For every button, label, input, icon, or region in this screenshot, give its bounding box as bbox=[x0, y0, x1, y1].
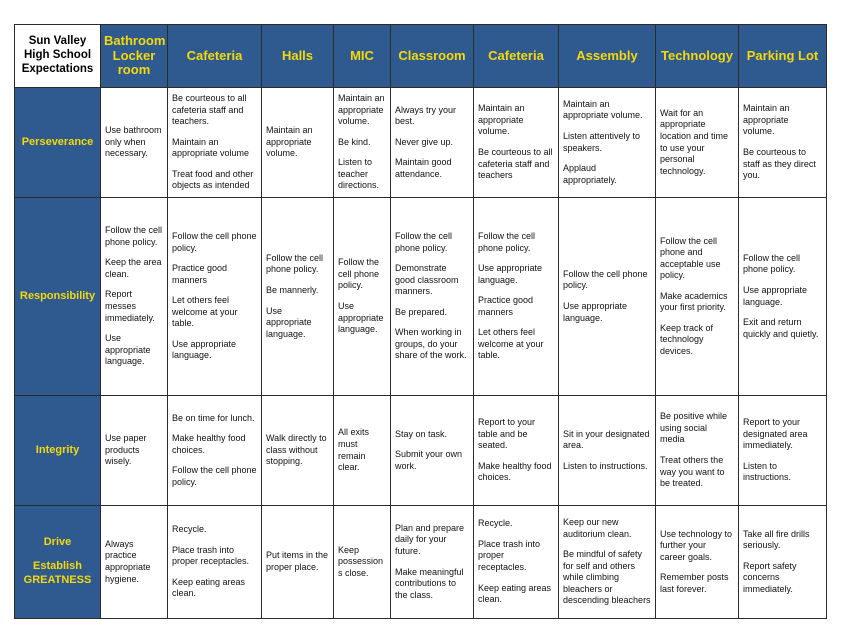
table-cell bbox=[334, 198, 391, 396]
column-header bbox=[656, 25, 739, 88]
table-cell bbox=[168, 88, 262, 198]
column-header-text: Bathroom bbox=[104, 32, 166, 48]
column-header bbox=[474, 25, 559, 88]
table-body bbox=[15, 88, 827, 619]
expectation-item: Be prepared. bbox=[395, 306, 448, 317]
title-line-3: Expectations bbox=[21, 62, 94, 75]
expectation-item: Make healthy food choices. bbox=[172, 433, 246, 455]
table-row bbox=[15, 396, 827, 506]
table-cell bbox=[168, 506, 262, 619]
expectation-item: Never give up. bbox=[395, 136, 454, 147]
expectation-item: Applaud appropriately. bbox=[563, 163, 617, 185]
expectation-item: Remember posts last forever. bbox=[660, 572, 729, 594]
expectation-item: Keep track of technology devices. bbox=[660, 322, 714, 356]
expectation-item: Use bathroom only when necessary. bbox=[105, 125, 162, 159]
expectation-item: Be courteous to staff as they direct you. bbox=[743, 147, 816, 181]
table-cell bbox=[739, 198, 827, 396]
expectation-item: Follow the cell phone policy. bbox=[338, 257, 380, 291]
expectation-item: Make meaningful contributions to the class. bbox=[395, 566, 464, 600]
expectation-item: Place trash into proper receptacles. bbox=[478, 538, 541, 572]
expectation-item: Follow the cell phone and acceptable use policy. bbox=[660, 235, 721, 281]
expectation-item: Wait for an appropriate location and time to use your personal technology. bbox=[660, 107, 729, 176]
expectation-item: When working in groups, do your share of the work. bbox=[395, 327, 467, 361]
expectation-item: Be positive while using social media bbox=[660, 411, 728, 445]
table-row bbox=[15, 506, 827, 619]
table-row bbox=[15, 88, 827, 198]
expectation-item: Follow the cell phone policy. bbox=[105, 225, 163, 247]
expectation-item: Keep eating areas clean. bbox=[172, 576, 246, 599]
expectation-item: Listen to instructions. bbox=[563, 460, 648, 471]
expectation-item: Put items in the proper place. bbox=[266, 550, 329, 572]
table-cell bbox=[559, 88, 656, 198]
table-cell bbox=[559, 198, 656, 396]
column-header bbox=[334, 25, 391, 88]
row-header-text: Drive bbox=[43, 536, 72, 549]
expectation-item: Sit in your designated area. bbox=[563, 428, 650, 451]
row-header bbox=[15, 506, 101, 619]
row-header-text: Perseverance bbox=[21, 135, 94, 148]
expectation-item: Follow the cell phone policy. bbox=[266, 252, 324, 275]
column-header bbox=[391, 25, 474, 88]
column-header bbox=[168, 25, 262, 88]
expectation-item: Place trash into proper receptacles. bbox=[172, 544, 250, 567]
expectation-item: Use appropriate language. bbox=[478, 263, 543, 285]
expectation-item: Be mindful of safety for self and others while climbing bleachers or descending bleachers bbox=[563, 549, 651, 606]
table-row bbox=[15, 198, 827, 396]
expectation-item: Use appropriate language. bbox=[172, 338, 237, 361]
column-header-text: room bbox=[117, 62, 151, 78]
expectation-item: Use appropriate language. bbox=[743, 284, 808, 307]
expectation-item: Keep eating areas clean. bbox=[478, 582, 552, 605]
expectation-item: Follow the cell phone policy. bbox=[172, 231, 257, 253]
expectation-item: Maintain an appropriate volume. bbox=[743, 103, 790, 137]
title-line-2: High School bbox=[23, 49, 92, 62]
row-header bbox=[15, 198, 101, 396]
expectation-item: Follow the cell phone policy. bbox=[563, 268, 648, 291]
table-cell bbox=[168, 198, 262, 396]
expectations-matrix bbox=[14, 24, 827, 619]
table-cell bbox=[739, 506, 827, 619]
column-header-text: MIC bbox=[350, 47, 374, 63]
column-header-text: Classroom bbox=[398, 47, 466, 63]
expectation-item: Report safety concerns immediately. bbox=[743, 560, 797, 594]
title-line-1: Sun Valley bbox=[28, 35, 87, 48]
column-header bbox=[262, 25, 334, 88]
column-header-text: Technology bbox=[661, 47, 733, 63]
expectation-item: All exits must remain clear. bbox=[338, 427, 370, 473]
column-header-text: Halls bbox=[281, 47, 314, 63]
table-cell bbox=[474, 396, 559, 506]
expectation-item: Follow the cell phone policy. bbox=[478, 231, 536, 253]
expectation-item: Use technology to further your career goals. bbox=[660, 528, 733, 562]
table-cell bbox=[334, 88, 391, 198]
expectation-item: Report messes immediately. bbox=[105, 289, 155, 323]
table-cell bbox=[739, 396, 827, 506]
table-cell bbox=[474, 198, 559, 396]
expectation-item: Take all fire drills seriously. bbox=[743, 528, 810, 551]
expectation-item: Demonstrate good classroom manners. bbox=[395, 263, 459, 297]
row-header bbox=[15, 396, 101, 506]
expectation-item: Use appropriate language. bbox=[338, 301, 384, 335]
expectation-item: Make academics your first priority. bbox=[660, 290, 728, 313]
expectation-item: Make healthy food choices. bbox=[478, 460, 552, 483]
expectation-item: Be on time for lunch. bbox=[172, 412, 255, 423]
expectation-item: Listen to teacher directions. bbox=[338, 157, 380, 191]
table-cell bbox=[559, 396, 656, 506]
expectation-item: Stay on task. bbox=[395, 428, 448, 439]
expectation-item: Exit and return quickly and quietly. bbox=[743, 317, 819, 339]
expectation-item: Always try your best. bbox=[395, 104, 457, 127]
row-header-text: Establish GREATNESS bbox=[23, 560, 92, 586]
table-cell bbox=[262, 198, 334, 396]
expectation-item: Use appropriate language. bbox=[105, 333, 151, 367]
table-cell bbox=[391, 198, 474, 396]
column-header bbox=[739, 25, 827, 88]
expectation-item: Listen attentively to speakers. bbox=[563, 130, 641, 153]
expectation-item: Plan and prepare daily for your future. bbox=[395, 522, 465, 556]
table-cell bbox=[391, 396, 474, 506]
column-header-text: Cafeteria bbox=[488, 47, 544, 63]
row-header-text: Integrity bbox=[35, 443, 80, 456]
expectation-item: Report to your table and be seated. bbox=[478, 417, 536, 451]
table-cell bbox=[656, 88, 739, 198]
table-cell bbox=[656, 506, 739, 619]
expectation-item: Recycle. bbox=[478, 518, 513, 529]
expectation-item: Maintain an appropriate volume. bbox=[563, 98, 643, 121]
expectation-item: Recycle. bbox=[172, 524, 207, 535]
expectation-item: Use paper products wisely. bbox=[105, 433, 147, 467]
expectation-item: Practice good manners bbox=[172, 263, 228, 285]
expectation-item: Be courteous to all cafeteria staff and teachers. bbox=[172, 93, 247, 127]
table-cell bbox=[739, 88, 827, 198]
table-cell bbox=[334, 396, 391, 506]
expectation-item: Submit your own work. bbox=[395, 449, 463, 471]
table-cell bbox=[101, 198, 168, 396]
table-cell bbox=[656, 396, 739, 506]
table-cell bbox=[656, 198, 739, 396]
expectation-item: Maintain an appropriate volume. bbox=[478, 103, 525, 137]
row-header-text: Responsibility bbox=[19, 289, 96, 302]
expectation-item: Use appropriate language. bbox=[266, 305, 312, 339]
expectation-item: Maintain an appropriate volume bbox=[172, 136, 250, 159]
expectation-item: Treat food and other objects as intended bbox=[172, 168, 254, 191]
header-row bbox=[15, 25, 827, 88]
table-cell bbox=[474, 506, 559, 619]
expectation-item: Listen to instructions. bbox=[743, 460, 792, 483]
expectation-item: Always practice appropriate hygiene. bbox=[105, 538, 151, 584]
table-cell bbox=[101, 396, 168, 506]
expectation-item: Be courteous to all cafeteria staff and teachers bbox=[478, 147, 553, 181]
row-header bbox=[15, 88, 101, 198]
table-cell bbox=[262, 506, 334, 619]
table-cell bbox=[262, 396, 334, 506]
expectation-item: Follow the cell phone policy. bbox=[172, 465, 257, 487]
expectation-item: Keep the area clean. bbox=[105, 257, 162, 279]
table-cell bbox=[168, 396, 262, 506]
column-header-text: Assembly bbox=[576, 47, 638, 63]
table-cell bbox=[474, 88, 559, 198]
table-cell bbox=[559, 506, 656, 619]
expectation-item: Keep possession s close. bbox=[338, 544, 384, 578]
column-header-text: Cafeteria bbox=[186, 47, 243, 63]
column-header-text: Locker bbox=[112, 47, 156, 63]
expectation-item: Use appropriate language. bbox=[563, 301, 628, 323]
table-title bbox=[15, 25, 101, 88]
expectation-item: Walk directly to class without stopping. bbox=[266, 433, 327, 467]
expectation-item: Report to your designated area immediately. bbox=[743, 417, 808, 451]
expectation-item: Let others feel welcome at your table. bbox=[172, 295, 238, 329]
expectation-item: Treat others the way you want to be treated. bbox=[660, 455, 725, 489]
expectation-item: Maintain an appropriate volume. bbox=[338, 93, 385, 127]
table-cell bbox=[101, 506, 168, 619]
expectation-item: Follow the cell phone policy. bbox=[395, 231, 453, 253]
expectation-item: Maintain good attendance. bbox=[395, 157, 452, 179]
table-cell bbox=[391, 88, 474, 198]
table-cell bbox=[391, 506, 474, 619]
expectation-item: Maintain an appropriate volume. bbox=[266, 125, 313, 159]
expectation-item: Follow the cell phone policy. bbox=[743, 252, 801, 275]
column-header-text: Parking Lot bbox=[746, 47, 819, 63]
column-header bbox=[101, 25, 168, 88]
expectation-item: Be mannerly. bbox=[266, 284, 319, 295]
table-cell bbox=[334, 506, 391, 619]
expectation-item: Practice good manners bbox=[478, 295, 534, 317]
column-header bbox=[559, 25, 656, 88]
table-cell bbox=[101, 88, 168, 198]
expectation-item: Keep our new auditorium clean. bbox=[563, 517, 632, 539]
expectation-item: Let others feel welcome at your table. bbox=[478, 327, 544, 361]
expectation-item: Be kind. bbox=[338, 136, 371, 147]
table-cell bbox=[262, 88, 334, 198]
